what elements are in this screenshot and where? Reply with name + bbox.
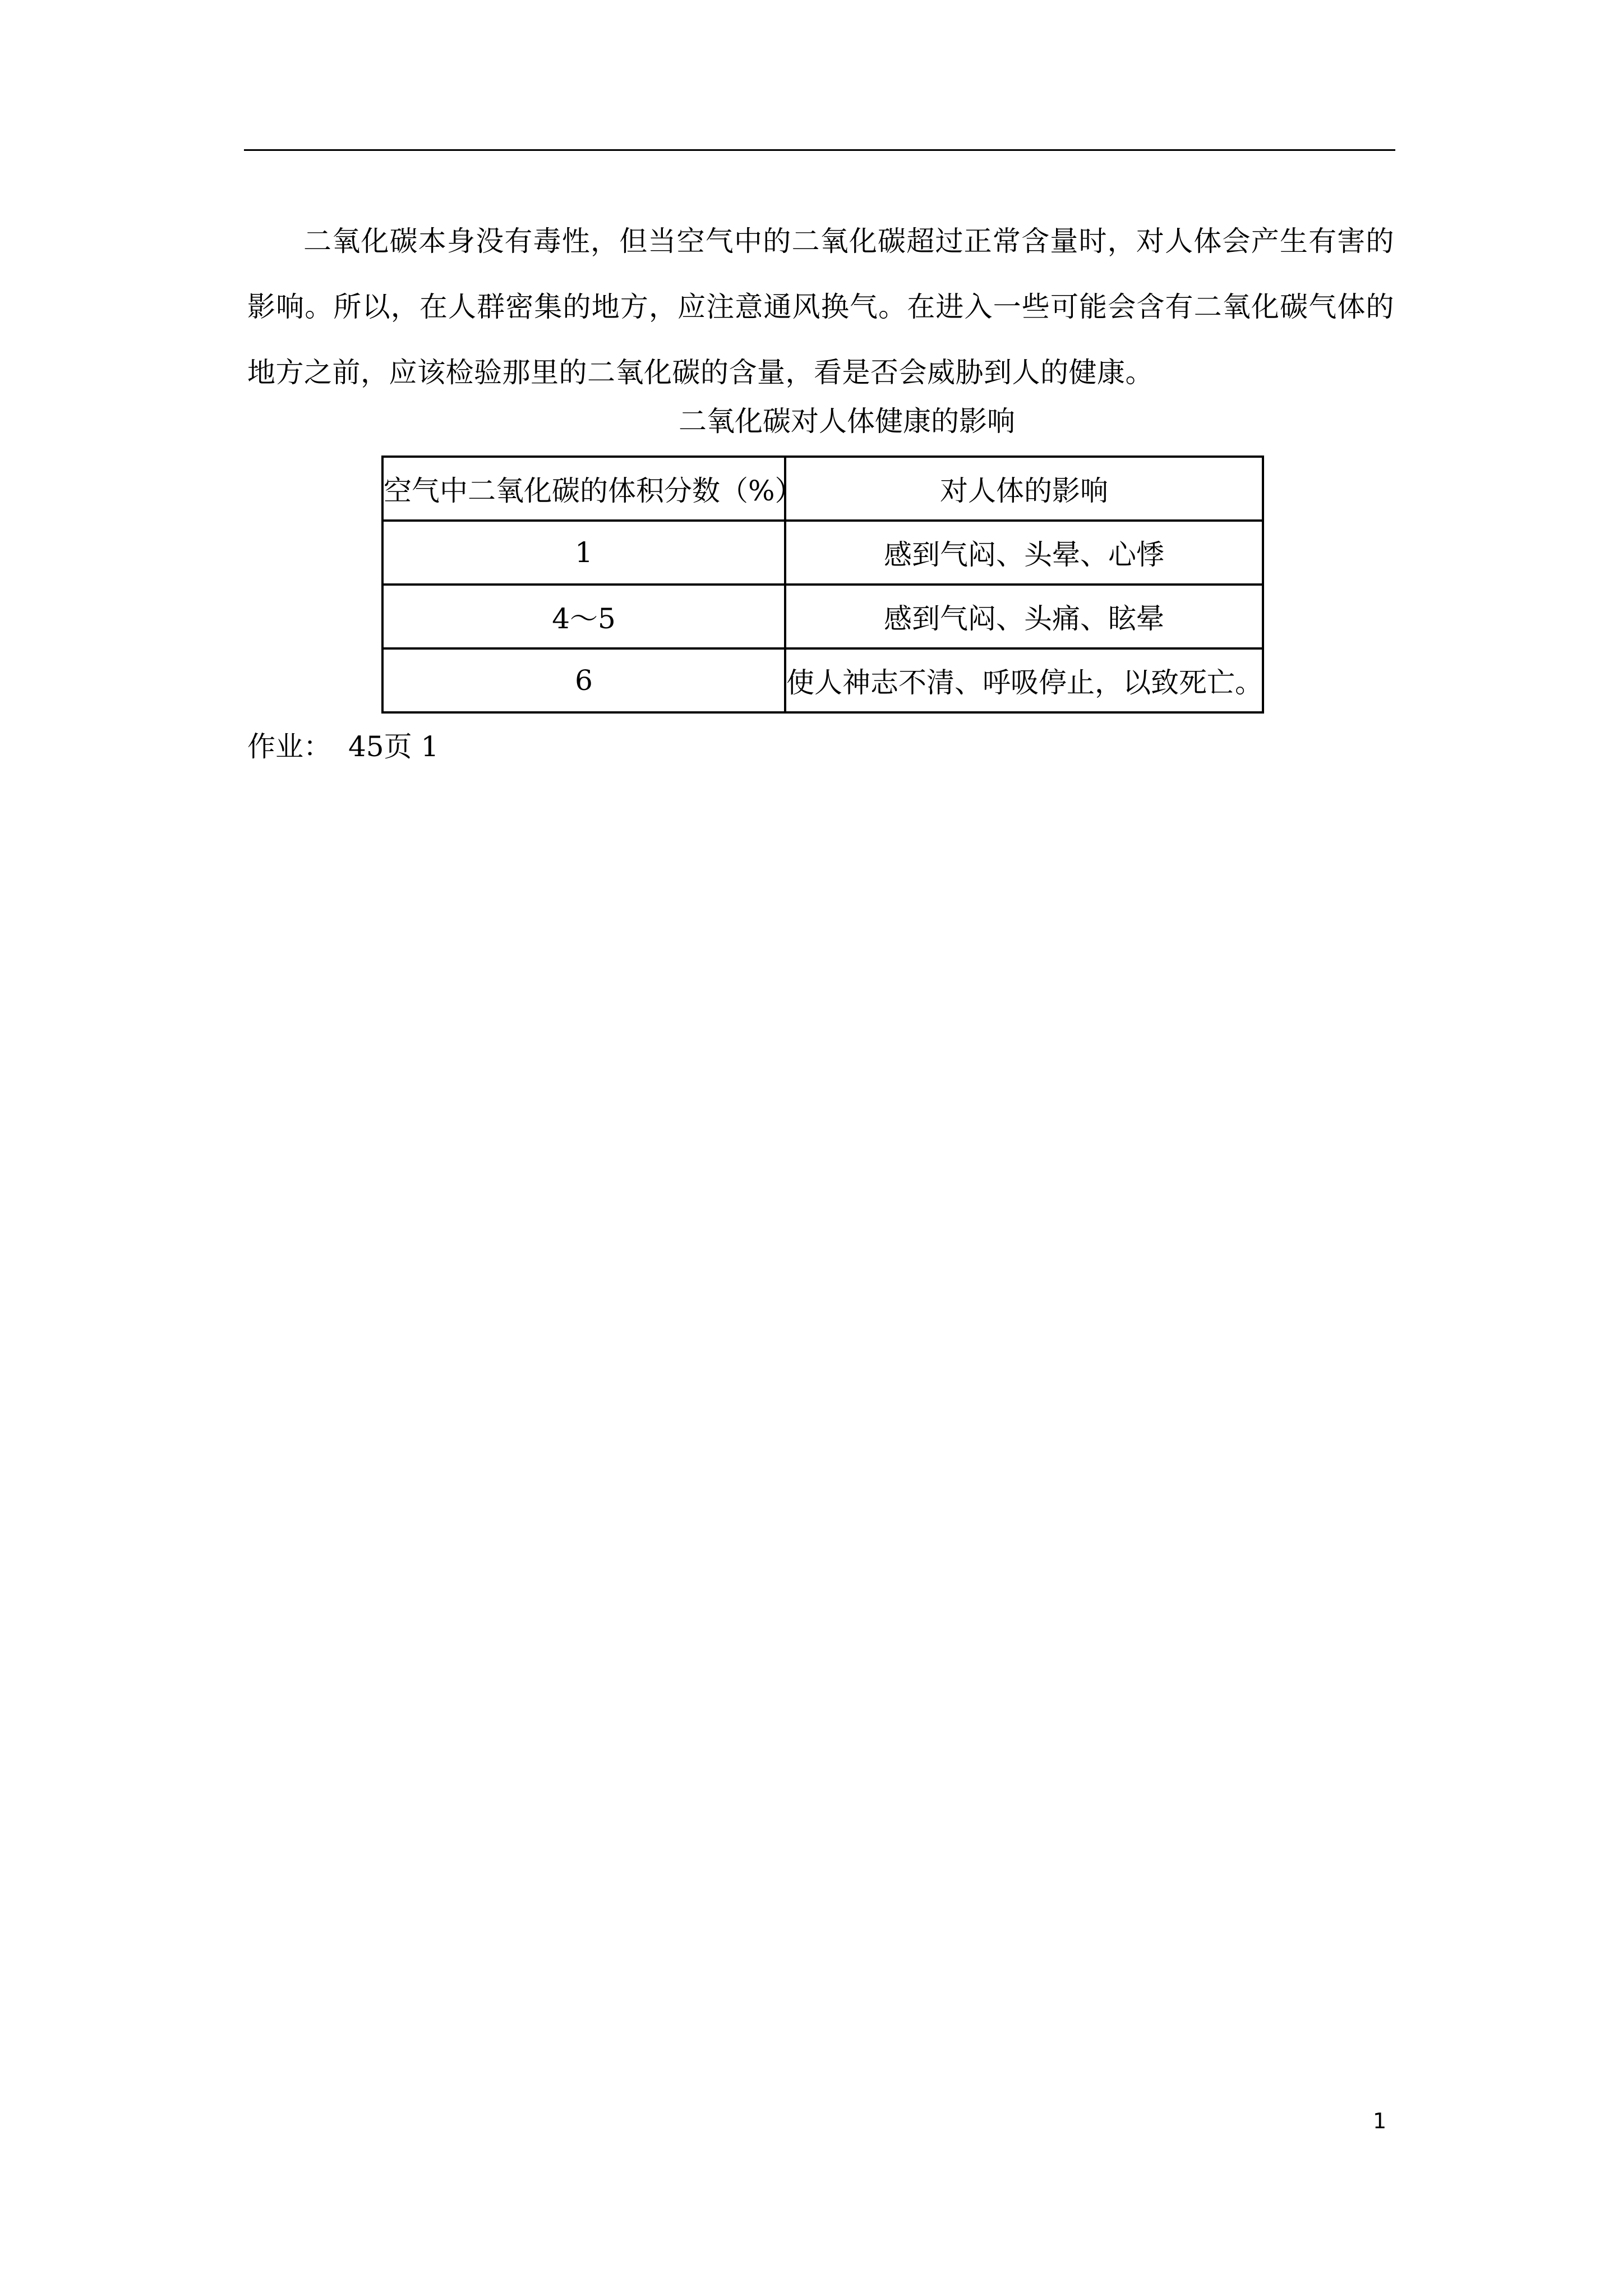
table-caption: 二氧化碳对人体健康的影响 <box>679 405 1015 438</box>
header-co2-volume-fraction: 空气中二氧化碳的体积分数（%） <box>382 457 785 521</box>
table-row <box>382 521 1263 585</box>
cell-effect: 使人神志不清、呼吸停止，以致死亡。 <box>785 648 1263 712</box>
cell-co2-fraction: 6 <box>382 648 785 712</box>
homework-assignment: 45页 1 <box>348 730 439 763</box>
homework-label: 作业： <box>247 730 331 763</box>
co2-effects-table <box>381 455 1264 714</box>
cell-co2-fraction: 4～5 <box>382 585 785 648</box>
header-effect-on-body: 对人体的影响 <box>785 457 1263 521</box>
body-paragraph: 二氧化碳本身没有毒性，但当空气中的二氧化碳超过正常含量时，对人体会产生有害的影响。所以，在人群密集的地方，应注意通风换气。在进入一些可能会含有二氧化碳气体的地方之前，应该检验那里的二氧化碳的含量，看是否会威胁到人的健康。 <box>247 225 1394 389</box>
table-row <box>382 648 1263 712</box>
cell-effect: 感到气闷、头痛、眩晕 <box>785 585 1263 648</box>
header-rule <box>244 149 1395 151</box>
homework-line <box>247 727 439 766</box>
cell-co2-fraction: 1 <box>382 521 785 585</box>
cell-effect: 感到气闷、头晕、心悸 <box>785 521 1263 585</box>
table-row <box>382 585 1263 648</box>
table-header-row <box>382 457 1263 521</box>
page-number: 1 <box>1373 2109 1387 2133</box>
